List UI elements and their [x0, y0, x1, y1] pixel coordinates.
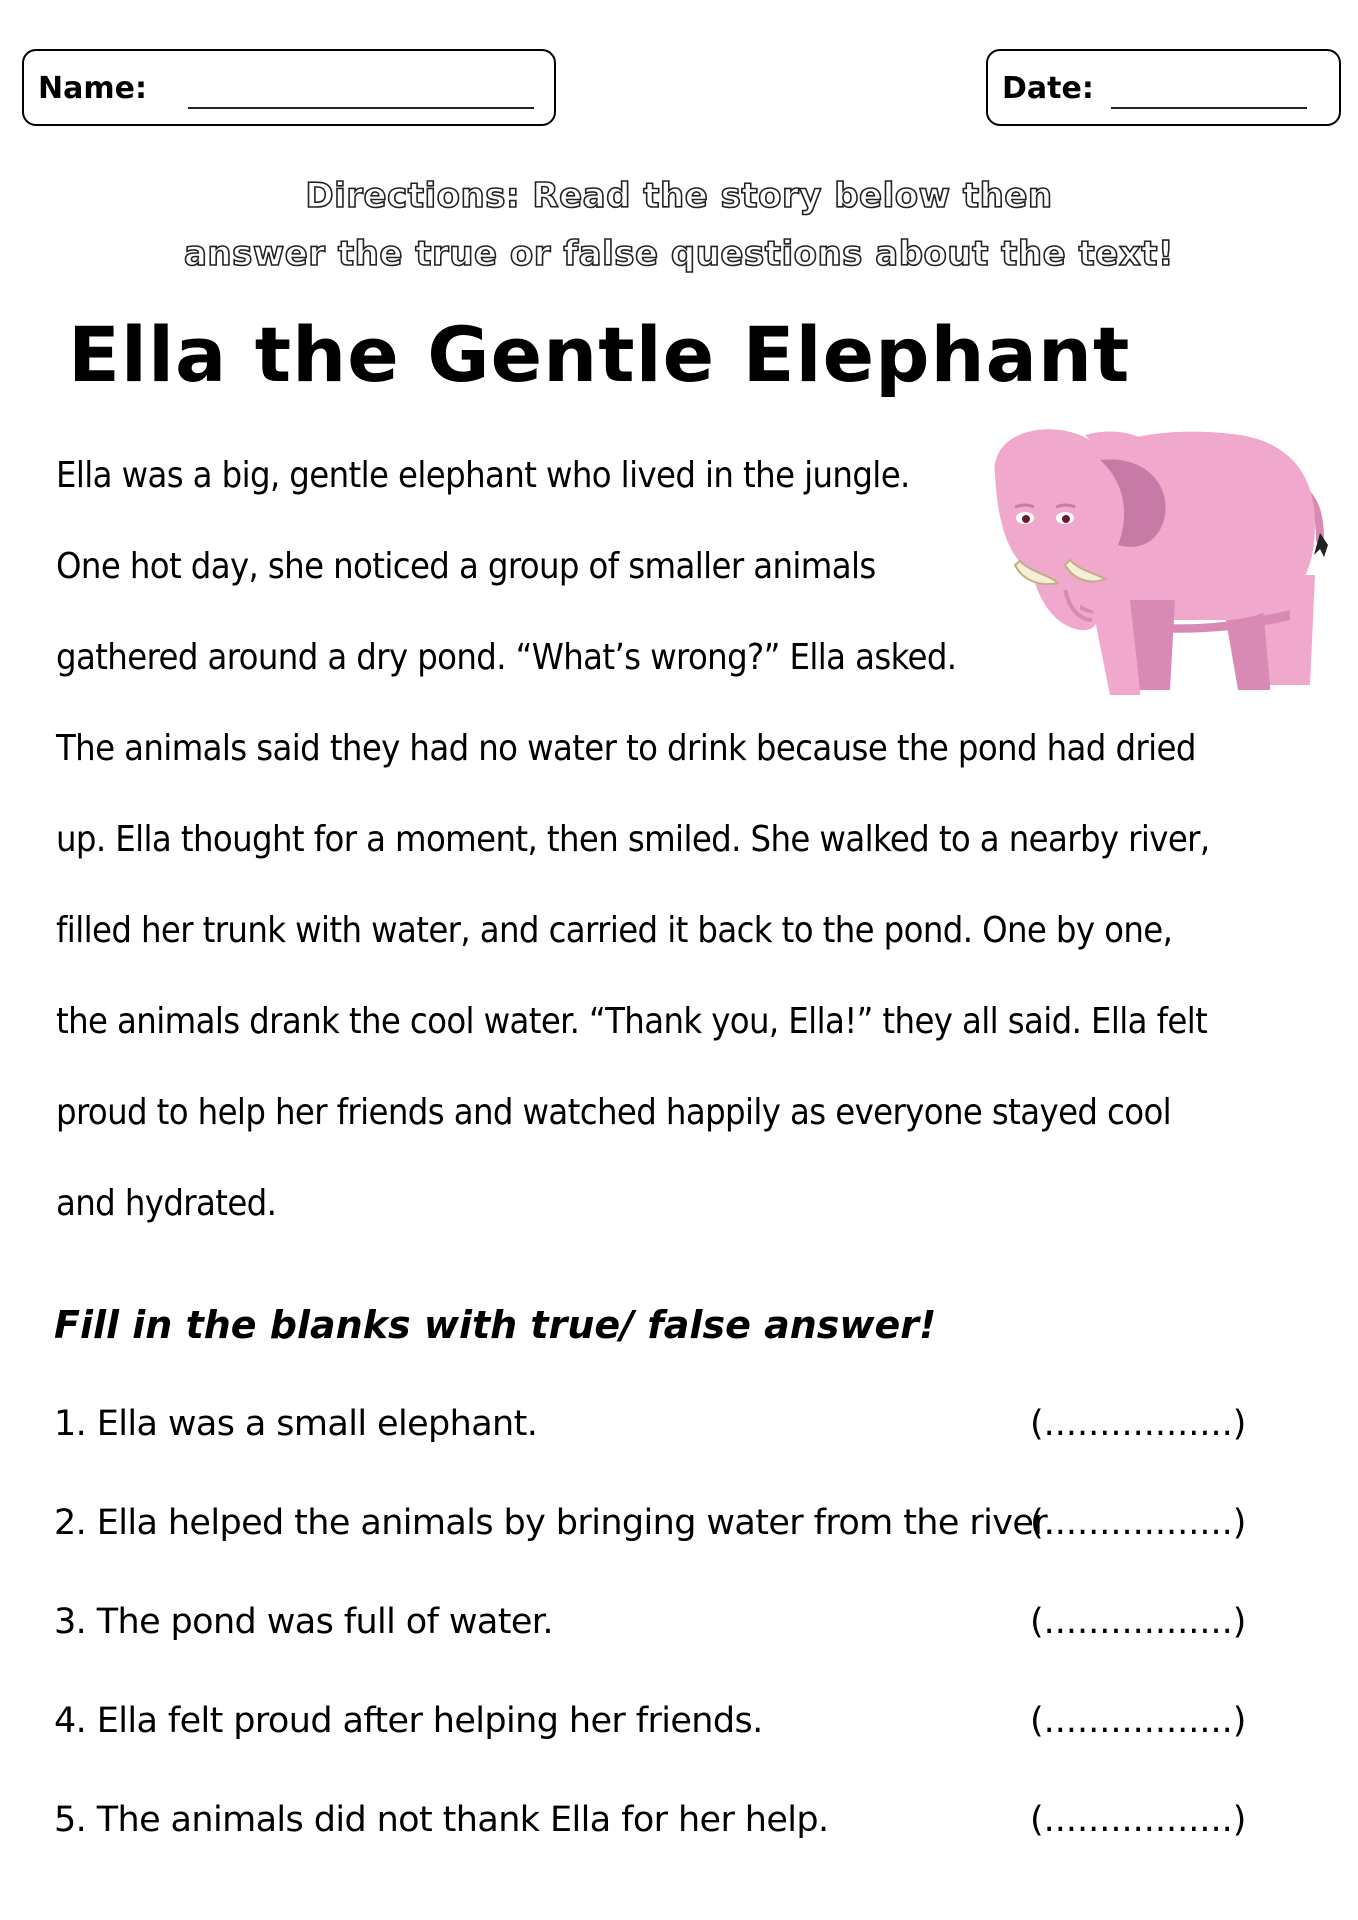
question-3-answer-blank[interactable]: (.................): [1030, 1602, 1247, 1642]
question-1-text: 1. Ella was a small elephant.: [54, 1404, 538, 1444]
date-input-line[interactable]: [1111, 107, 1307, 109]
date-field[interactable]: [986, 49, 1341, 126]
question-2-answer-blank[interactable]: (.................): [1030, 1503, 1247, 1543]
name-label: Name:: [38, 71, 147, 106]
directions-line-2: answer the true or false questions about the text!: [183, 234, 1175, 274]
questions-heading: Fill in the blanks with true/ false answer!: [54, 1303, 937, 1347]
question-5-answer-blank[interactable]: (.................): [1030, 1800, 1247, 1840]
name-input-line[interactable]: [188, 107, 534, 109]
question-5-text: 5. The animals did not thank Ella for her help.: [54, 1800, 829, 1840]
question-1-answer-blank[interactable]: (.................): [1030, 1404, 1247, 1444]
elephant-icon: [970, 415, 1340, 705]
story-line: Ella was a big, gentle elephant who lived in the jungle.: [56, 455, 910, 496]
date-label: Date:: [1002, 71, 1094, 106]
directions-line-1: Directions: Read the story below then: [305, 176, 1053, 216]
question-2-text: 2. Ella helped the animals by bringing water from the river.: [54, 1503, 1055, 1543]
question-3-text: 3. The pond was full of water.: [54, 1602, 553, 1642]
story-line: The animals said they had no water to drink because the pond had dried: [56, 728, 1196, 769]
story-line: the animals drank the cool water. “Thank you, Ella!” they all said. Ella felt: [56, 1001, 1208, 1042]
story-line: proud to help her friends and watched happily as everyone stayed cool: [56, 1092, 1172, 1133]
story-line: filled her trunk with water, and carried it back to the pond. One by one,: [56, 910, 1173, 951]
name-field[interactable]: [22, 49, 556, 126]
question-4-text: 4. Ella felt proud after helping her friends.: [54, 1701, 763, 1741]
story-line: and hydrated.: [56, 1183, 277, 1224]
question-4-answer-blank[interactable]: (.................): [1030, 1701, 1247, 1741]
story-line: One hot day, she noticed a group of smaller animals: [56, 546, 876, 587]
story-title: Ella the Gentle Elephant: [68, 310, 1131, 399]
story-line: up. Ella thought for a moment, then smiled. She walked to a nearby river,: [56, 819, 1210, 860]
story-line: gathered around a dry pond. “What’s wrong?” Ella asked.: [56, 637, 957, 678]
